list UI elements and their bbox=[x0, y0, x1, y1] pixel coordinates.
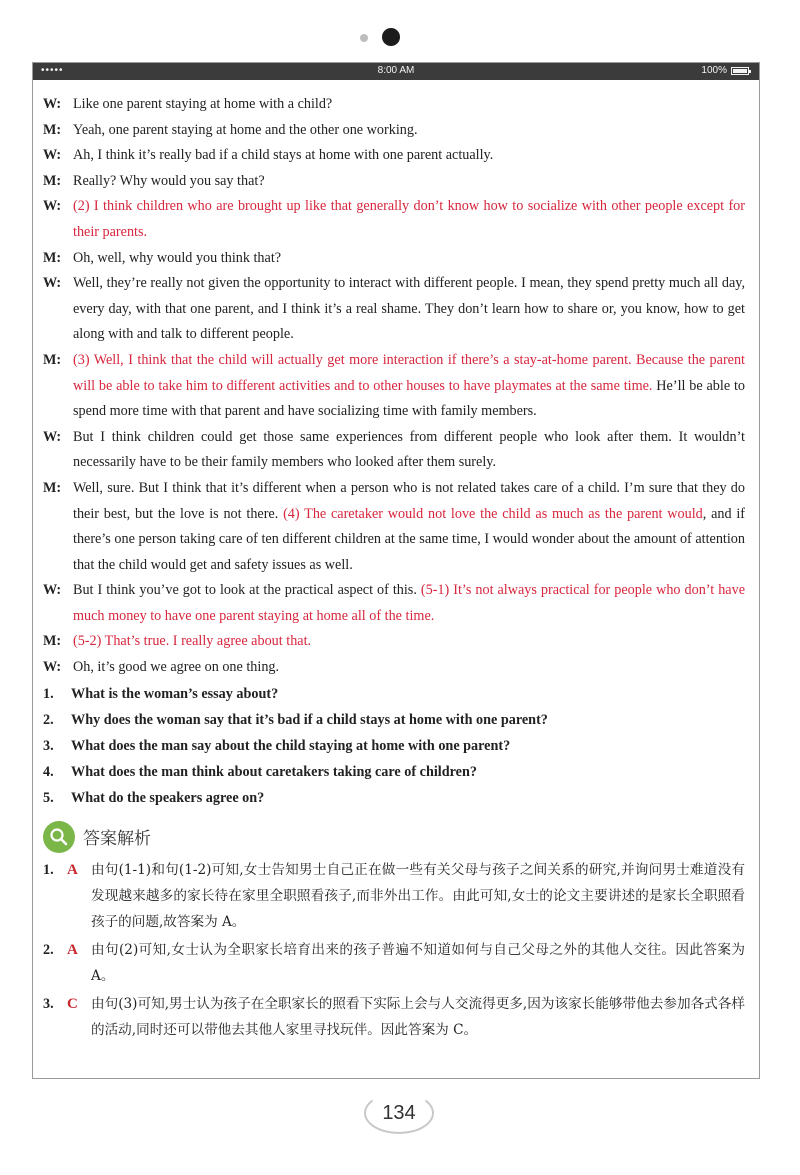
dialogue-line bbox=[43, 92, 745, 118]
dialogue-line bbox=[43, 271, 745, 348]
question-text: What does the man think about caretakers taking care of children? bbox=[71, 763, 477, 780]
answer-number: 3. bbox=[43, 995, 54, 1012]
tablet-screen bbox=[32, 62, 760, 1079]
answer-explanation: 由句(1-1)和句(1-2)可知,女士告知男士自己正在做一些有关父母与孩子之间关系的研究,并询问男士难道没有发现越来越多的家长待在家里全职照看孩子,而非外出工作。由此可知,女士的论文主要讲述的是家长全职照看孩子的问题,故答案为 A。 bbox=[91, 861, 745, 930]
battery-icon bbox=[731, 67, 749, 75]
speaker-label: M: bbox=[43, 351, 62, 368]
question-text: What do the speakers agree on? bbox=[71, 789, 265, 806]
battery-fill bbox=[733, 69, 747, 73]
dialogue-text bbox=[73, 655, 745, 681]
dialogue-line bbox=[43, 169, 745, 195]
answer-number: 1. bbox=[43, 861, 54, 878]
dialogue-text bbox=[73, 169, 745, 195]
answer-number: 2. bbox=[43, 941, 54, 958]
speaker-label: W: bbox=[43, 275, 62, 292]
dialogue-text-part: But I think children could get those same experiences from different people who look after them. It wouldn’t necessarily have to be their family members who looked after them surely. bbox=[73, 428, 745, 471]
answer-explanation: 由句(3)可知,男士认为孩子在全职家长的照看下实际上会与人交流得更多,因为该家长能够带他去参加各式各样的活动,同时还可以带他去其他人家里寻找玩伴。因此答案为 C。 bbox=[91, 995, 745, 1038]
dialogue-text-part: Oh, well, why would you think that? bbox=[73, 249, 282, 266]
answer-item bbox=[43, 937, 745, 989]
battery-percent: 100% bbox=[701, 65, 727, 76]
speaker-label: W: bbox=[43, 659, 62, 676]
dialogue-transcript bbox=[43, 92, 745, 681]
question-item bbox=[43, 759, 745, 785]
dialogue-text-part: Ah, I think it’s really bad if a child stays at home with one parent actually. bbox=[73, 147, 494, 164]
question-number: 4. bbox=[43, 763, 54, 780]
camera-lens bbox=[382, 28, 400, 46]
dialogue-text-part: Well, they’re really not given the opportunity to interact with different people. I mean, they spend pretty much all day, every day, with that one parent, and I think it’s a real shame. They don’t learn how to share or, you know, how to get along with and talk to different people. bbox=[73, 275, 745, 343]
dialogue-text-part: , and if there’s one person taking care of ten different children at the same time, I would wonder about the amount of attention that the child would get and safety issues as well. bbox=[73, 505, 746, 573]
signal-icon: ••••• bbox=[41, 65, 64, 76]
speaker-label: M: bbox=[43, 121, 62, 138]
question-number: 5. bbox=[43, 789, 54, 806]
speaker-label: W: bbox=[43, 198, 62, 215]
answer-section-header bbox=[43, 821, 745, 853]
dialogue-text bbox=[73, 143, 745, 169]
dialogue-line bbox=[43, 578, 745, 629]
answer-item bbox=[43, 857, 745, 935]
dialogue-text-part: Yeah, one parent staying at home and the other one working. bbox=[73, 121, 418, 138]
speaker-label: M: bbox=[43, 479, 62, 496]
page-number: 134 bbox=[364, 1092, 434, 1134]
dialogue-text bbox=[73, 92, 745, 118]
speaker-label: M: bbox=[43, 249, 62, 266]
dialogue-text bbox=[73, 629, 745, 655]
dialogue-text bbox=[73, 118, 745, 144]
device-camera bbox=[0, 28, 800, 48]
answer-item bbox=[43, 991, 745, 1043]
speaker-label: W: bbox=[43, 582, 62, 599]
question-item bbox=[43, 733, 745, 759]
speaker-label: W: bbox=[43, 147, 62, 164]
dialogue-line bbox=[43, 476, 745, 578]
magnifier-icon bbox=[43, 821, 75, 853]
dialogue-text bbox=[73, 246, 745, 272]
status-bar bbox=[33, 63, 759, 80]
dialogue-line bbox=[43, 348, 745, 425]
dialogue-line bbox=[43, 118, 745, 144]
question-text: What is the woman’s essay about? bbox=[71, 685, 279, 702]
highlighted-text: (4) The caretaker would not love the child as much as the parent would bbox=[283, 505, 703, 522]
speaker-label: W: bbox=[43, 428, 62, 445]
question-item bbox=[43, 785, 745, 811]
sensor-dot bbox=[360, 34, 368, 42]
dialogue-text bbox=[73, 578, 745, 629]
speaker-label: M: bbox=[43, 633, 62, 650]
dialogue-text-part: Really? Why would you say that? bbox=[73, 172, 265, 189]
answer-explanation: 由句(2)可知,女士认为全职家长培育出来的孩子普遍不知道如何与自己父母之外的其他人交往。因此答案为 A。 bbox=[91, 941, 745, 984]
question-number: 3. bbox=[43, 737, 54, 754]
dialogue-text bbox=[73, 425, 745, 476]
question-list bbox=[43, 681, 745, 811]
dialogue-text bbox=[73, 348, 745, 425]
highlighted-text: (3) Well, I think that the child will actually get more interaction if there’s a stay-at-home parent. Because the parent will be able to take him to different activities and to other houses to have playmates at the same time. bbox=[73, 351, 745, 394]
dialogue-text bbox=[73, 194, 745, 245]
answer-letter: A bbox=[67, 861, 78, 878]
question-number: 2. bbox=[43, 711, 54, 728]
dialogue-text bbox=[73, 271, 745, 348]
answer-section-title: 答案解析 bbox=[83, 829, 151, 850]
dialogue-line bbox=[43, 655, 745, 681]
answer-letter: A bbox=[67, 941, 78, 958]
question-item bbox=[43, 707, 745, 733]
highlighted-text: (5-1) It’s not always practical for people who don’t have much money to have one parent staying at home all of the time. bbox=[73, 582, 745, 624]
dialogue-text-part: But I think you’ve got to look at the practical aspect of this. bbox=[73, 582, 421, 599]
question-text: What does the man say about the child staying at home with one parent? bbox=[71, 737, 511, 754]
status-time: 8:00 AM bbox=[377, 65, 415, 76]
highlighted-text: (2) I think children who are brought up like that generally don’t know how to socialize with other people except for their parents. bbox=[73, 198, 745, 240]
dialogue-line bbox=[43, 629, 745, 655]
highlighted-text: (5-2) That’s true. I really agree about that. bbox=[73, 633, 312, 650]
dialogue-text bbox=[73, 476, 745, 578]
speaker-label: M: bbox=[43, 172, 62, 189]
dialogue-line bbox=[43, 246, 745, 272]
question-item bbox=[43, 681, 745, 707]
question-text: Why does the woman say that it’s bad if a child stays at home with one parent? bbox=[71, 711, 548, 728]
dialogue-line bbox=[43, 143, 745, 169]
answer-list bbox=[43, 857, 745, 1043]
dialogue-line bbox=[43, 425, 745, 476]
question-number: 1. bbox=[43, 685, 54, 702]
dialogue-line bbox=[43, 194, 745, 245]
dialogue-text-part: Like one parent staying at home with a child? bbox=[73, 96, 333, 112]
dialogue-text-part: He’ll be able to spend more time with that parent and have socializing time with family members. bbox=[73, 377, 745, 420]
answer-letter: C bbox=[67, 995, 78, 1012]
dialogue-text-part: Well, sure. But I think that it’s different when a person who is not related takes care of a child. I’m sure that they do their best, but the love is not there. bbox=[73, 479, 745, 522]
speaker-label: W: bbox=[43, 96, 62, 112]
page-content bbox=[33, 80, 759, 1043]
dialogue-text-part: Oh, it’s good we agree on one thing. bbox=[73, 659, 280, 676]
